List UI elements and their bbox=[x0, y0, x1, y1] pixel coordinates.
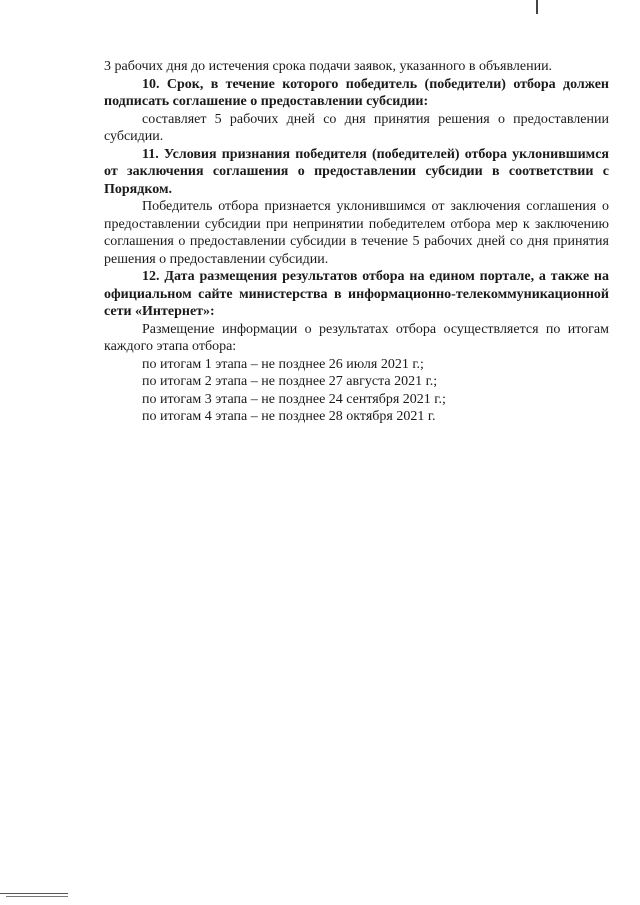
continuation-text: 3 рабочих дня до истечения срока подачи заявок, указанного в объявлении. bbox=[104, 59, 553, 74]
list-item: по итогам 2 этапа – не позднее 27 августа 2021 г.; bbox=[142, 374, 438, 389]
section-12-body: Размещение информации о результатах отбора осуществляется по итогам каждого этапа отбора: bbox=[104, 321, 609, 354]
list-item: по итогам 4 этапа – не позднее 28 октября 2021 г. bbox=[142, 409, 436, 424]
list-item: по итогам 1 этапа – не позднее 26 июля 2021 г.; bbox=[142, 356, 424, 372]
section-12-heading: 12. Дата размещения результатов отбора на едином портале, а также на официальном сайте министерства в информационно-телекоммуникационной сети «Интернет»: bbox=[104, 269, 609, 319]
section-10-heading: 10. Срок, в течение которого победитель (победители) отбора должен подписать соглашение о предоставлении субсидии: bbox=[104, 76, 609, 109]
scan-artifact-bottom bbox=[0, 893, 68, 894]
list-item: по итогам 3 этапа – не позднее 24 сентября 2021 г.; bbox=[142, 391, 446, 407]
section-11-heading: 11. Условия признания победителя (победителей) отбора уклонившимся от заключения соглашения о предоставлении субсидии в соответствии с Порядком. bbox=[104, 146, 609, 197]
document-page bbox=[104, 58, 609, 426]
stage-dates-list bbox=[104, 356, 609, 426]
scan-artifact-top bbox=[536, 0, 538, 14]
section-11-body: Победитель отбора признается уклонившимся от заключения соглашения о предоставлении субсидии при непринятии победителем отбора мер к заключению соглашения о предоставлении субсидии в течение 5 рабочих дней со дня принятия решения о предоставлении субсидии. bbox=[104, 199, 609, 267]
scan-artifact-bottom-secondary bbox=[6, 896, 68, 897]
section-10-body: составляет 5 рабочих дней со дня принятия решения о предоставлении субсидии. bbox=[104, 111, 609, 144]
